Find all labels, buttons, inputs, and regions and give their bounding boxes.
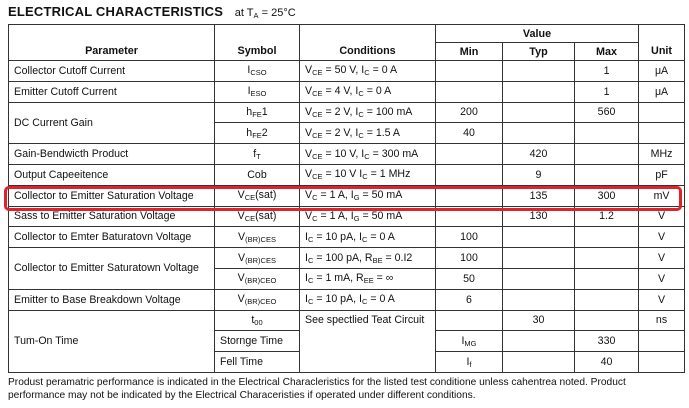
symbol-cell: $V_{(BR)CEO}$ <box>215 268 300 289</box>
min-cell: 6 <box>436 289 503 310</box>
conditions-cell: $V_{CE} = 4$ V, $I_C = 0$ A <box>300 81 436 102</box>
min-cell: 200 <box>436 102 503 123</box>
table-row <box>9 102 685 123</box>
symbol-cell: $V_{CE}(sat)$ <box>215 185 300 206</box>
max-cell: 1 <box>575 61 639 82</box>
header-min: Min <box>436 43 503 61</box>
conditions-cell: See spectlied Teat Circuit <box>300 310 436 372</box>
symbol-cell: $f_T$ <box>215 144 300 165</box>
conditions-cell: $V_{CE} = 2$ V, $I_C = 1.5$ A <box>300 123 436 144</box>
table-row <box>9 248 685 269</box>
min-cell: 40 <box>436 123 503 144</box>
symbol-cell: $V_{(BR)CES}$ <box>215 227 300 248</box>
header-max: Max <box>575 43 639 61</box>
param-cell: Collector Cutoff Current <box>9 61 215 82</box>
symbol-cell: $t_{00}$ <box>215 310 300 331</box>
param-cell: Collector to Emitter Saturation Voltage <box>9 185 215 206</box>
unit-cell: V <box>639 268 685 289</box>
param-cell: Output Capeeitence <box>9 164 215 185</box>
table-row <box>9 81 685 102</box>
typ-cell <box>503 61 575 82</box>
typ-cell <box>503 81 575 102</box>
conditions-cell: $V_{CE} = 50$ V, $I_C = 0$ A <box>300 61 436 82</box>
typ-cell <box>503 268 575 289</box>
conditions-cell: $V_C = 1$ A, $I_G = 50$ mA <box>300 206 436 227</box>
min-cell <box>436 61 503 82</box>
header-value: Value <box>436 25 639 43</box>
typ-cell: 40 <box>575 352 639 373</box>
typ-cell <box>503 227 575 248</box>
min-cell <box>436 164 503 185</box>
min-cell <box>436 81 503 102</box>
param-cell: Emitter to Base Breakdown Voltage <box>9 289 215 310</box>
min-cell <box>503 352 575 373</box>
max-cell <box>575 268 639 289</box>
param-cell: Collector to Emitter Saturatown Voltage <box>9 248 215 290</box>
max-cell: 1.2 <box>575 206 639 227</box>
max-cell <box>575 289 639 310</box>
max-cell <box>639 352 685 373</box>
typ-cell: 330 <box>575 331 639 352</box>
typ-cell <box>503 289 575 310</box>
conditions-cell: $V_C = 1$ A, $I_G = 50$ mA <box>300 185 436 206</box>
unit-cell: V <box>639 289 685 310</box>
typ-cell: 420 <box>503 144 575 165</box>
unit-cell: ns <box>639 310 685 331</box>
max-cell: 1 <box>575 81 639 102</box>
typ-cell <box>503 248 575 269</box>
unit-cell: μA <box>639 81 685 102</box>
typ-cell: 130 <box>503 206 575 227</box>
symbol-cell: $h_{FE}2$ <box>215 123 300 144</box>
conditions-cell: $I_C = 1$ mA, $R_{EE}$ = ∞ <box>300 268 436 289</box>
table-row <box>9 289 685 310</box>
param-cell: Emitter Cutoff Current <box>9 81 215 102</box>
param-cell: Gain-Bendwicth Product <box>9 144 215 165</box>
table-row <box>9 144 685 165</box>
typ-cell <box>503 102 575 123</box>
max-cell <box>575 164 639 185</box>
param-cell: DC Current Gain <box>9 102 215 144</box>
header-unit: Unit <box>639 25 685 61</box>
conditions-cell: $I_C = 10$ pA, $I_C = 0$ A <box>300 227 436 248</box>
conditions-cell: $V_{CE} = 2$ V, $I_C = 100$ mA <box>300 102 436 123</box>
table-row <box>9 227 685 248</box>
title-conditions: at $T_A = 25^\circ C$ <box>234 7 296 20</box>
max-cell <box>575 227 639 248</box>
max-cell: 560 <box>575 102 639 123</box>
max-cell <box>575 310 639 331</box>
unit-cell: pF <box>639 164 685 185</box>
max-cell <box>575 123 639 144</box>
highlight-box <box>4 186 682 211</box>
conditions-cell: $V_{CE} = 10$ V $I_C = 1$ MHz <box>300 164 436 185</box>
typ-cell: 135 <box>503 185 575 206</box>
symbol-cell: $V_{CE}(sat)$ <box>215 206 300 227</box>
section-title <box>8 4 296 20</box>
max-cell <box>639 331 685 352</box>
max-cell: 300 <box>575 185 639 206</box>
table-row <box>9 61 685 82</box>
min-cell: 50 <box>436 268 503 289</box>
param-cell: Stornge Time <box>215 331 300 352</box>
param-cell: Collector to Emter Baturatovn Voltage <box>9 227 215 248</box>
conditions-cell: $V_{CE} = 10$ V, $I_C = 300$ mA <box>300 144 436 165</box>
unit-cell: V <box>639 206 685 227</box>
conditions-cell: $I_C = 10$ pA, $I_C = 0$ A <box>300 289 436 310</box>
min-cell: 100 <box>436 248 503 269</box>
min-cell <box>436 144 503 165</box>
symbol-cell: $I_f$ <box>436 352 503 373</box>
param-cell: Tum-On Time <box>9 310 215 372</box>
unit-cell: V <box>639 248 685 269</box>
symbol-cell: $V_{(BR)CEO}$ <box>215 289 300 310</box>
unit-cell: MHz <box>639 144 685 165</box>
unit-cell <box>639 123 685 144</box>
conditions-cell: $I_C = 100$ pA, $R_{BE} = 0.I2$ <box>300 248 436 269</box>
table-row <box>9 164 685 185</box>
symbol-cell: $I_{ESO}$ <box>215 81 300 102</box>
unit-cell <box>639 102 685 123</box>
title-main: ELECTRICAL CHARACTERISTICS <box>8 4 224 19</box>
header-conditions: Conditions <box>300 25 436 61</box>
footnote: Produst peramatric performance is indicated in the Electrical Characleristics for the listed test conditione unless cahentrea noted. Product performance may not be indicated by the Electrical Characeristies if operated under different conditions. <box>8 377 626 401</box>
max-cell <box>575 248 639 269</box>
min-cell: 100 <box>436 227 503 248</box>
symbol-cell: $I_{CSO}$ <box>215 61 300 82</box>
symbol-cell: $h_{FE}1$ <box>215 102 300 123</box>
typ-cell <box>503 123 575 144</box>
min-cell <box>436 310 503 331</box>
unit-cell: μA <box>639 61 685 82</box>
typ-cell: 30 <box>503 310 575 331</box>
header-symbol: Symbol <box>215 25 300 61</box>
symbol-cell: Cob <box>215 164 300 185</box>
param-cell: Fell Time <box>215 352 300 373</box>
max-cell <box>575 144 639 165</box>
min-cell <box>503 331 575 352</box>
unit-cell: V <box>639 227 685 248</box>
unit-cell: mV <box>639 185 685 206</box>
symbol-cell: $V_{(BR)CES}$ <box>215 248 300 269</box>
param-cell: Sass to Emitter Saturation Voltage <box>9 206 215 227</box>
header-typ: Typ <box>503 43 575 61</box>
symbol-cell: $I_{MG}$ <box>436 331 503 352</box>
header-parameter: Parameter <box>9 25 215 61</box>
typ-cell: 9 <box>503 164 575 185</box>
table-row <box>9 310 685 331</box>
